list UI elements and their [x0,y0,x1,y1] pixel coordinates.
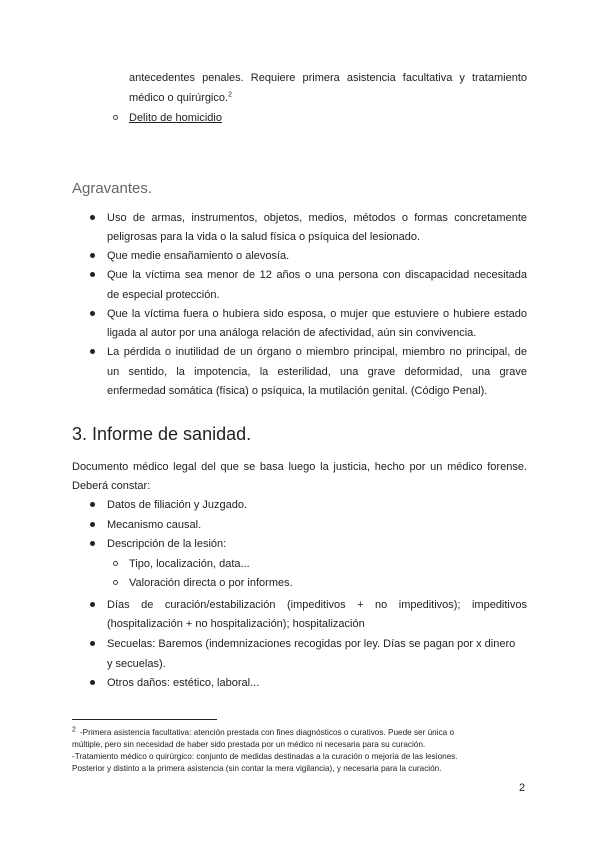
continuation-text: médico o quirúrgico. [129,92,229,104]
circle-bullet-icon [113,580,118,585]
informe-item-3: Descripción de la lesión: [107,538,227,550]
informe-item-1: Datos de filiación y Juzgado. [107,499,248,511]
footnote-line-3: -Tratamiento médico o quirúrgico: conjunto de medidas destinadas a la curación o mejoría de las lesiones. [72,752,458,761]
agravante-5-line-2: un sentido, la impotencia, la esterilidad, una grave deformidad, una grave [107,366,527,378]
bullet-dot-icon [90,541,95,546]
informe-subitem-1: Tipo, localización, data... [129,558,250,570]
continuation-line-2 [129,88,232,108]
bullet-dot-icon [90,215,95,220]
bullet-dot-icon [90,311,95,316]
agravante-5-line-1: La pérdida o inutilidad de un órgano o miembro principal, miembro no principal, de [107,346,527,358]
footnote-reference[interactable]: 2 [228,91,232,99]
footnote-line-2: múltiple, pero sin necesidad de haber sido prestada por un médico ni necesaria para su curación. [72,740,426,749]
circle-bullet-icon [113,561,118,566]
section-heading-agravantes: Agravantes. [72,180,153,197]
bullet-dot-icon [90,602,95,607]
informe-item-4-line-2: (hospitalización + no hospitalización); hospitalización [107,618,365,630]
footnote-text-1: -Primera asistencia facultativa: atención prestada con fines diagnósticos o curativos. Puede ser única o [79,728,455,737]
bullet-dot-icon [90,502,95,507]
page-number: 2 [519,782,526,794]
bullet-dot-icon [90,272,95,277]
agravante-1-line-1: Uso de armas, instrumentos, objetos, medios, métodos o formas concretamente [107,212,527,224]
informe-item-2: Mecanismo causal. [107,519,202,531]
agravante-3-line-1: Que la víctima sea menor de 12 años o una persona con discapacidad necesitada [107,269,527,281]
informe-subitem-2: Valoración directa o por informes. [129,577,293,589]
informe-item-6: Otros daños: estético, laboral... [107,677,260,689]
footnote-mark: 2 [72,726,76,734]
agravante-2-line-1: Que medie ensañamiento o alevosía. [107,250,290,262]
bullet-dot-icon [90,522,95,527]
continuation-line-1: antecedentes penales. Requiere primera asistencia facultativa y tratamiento [129,72,527,84]
agravante-4-line-2: ligada al autor por una análoga relación de afectividad, aún sin convivencia. [107,327,477,339]
informe-item-5-line-2: y secuelas). [107,658,166,670]
agravante-5-line-3: enfermedad somática (física) o psíquica, la mutilación genital. (Código Penal). [107,385,488,397]
agravante-1-line-2: peligrosas para la vida o la salud física o psíquica del lesionado. [107,231,421,243]
footnote-line-1 [72,727,532,739]
bullet-dot-icon [90,641,95,646]
section-heading-informe: 3. Informe de sanidad. [72,424,252,444]
bullet-dot-icon [90,253,95,258]
circle-bullet-icon [113,115,118,120]
informe-intro-line-2: Deberá constar: [72,480,151,492]
agravante-3-line-2: de especial protección. [107,289,220,301]
agravante-4-line-1: Que la víctima fuera o hubiera sido esposa, o mujer que estuviere o hubiere estado [107,308,527,320]
informe-intro-line-1: Documento médico legal del que se basa luego la justicia, hecho por un médico forense. [72,461,527,473]
informe-item-5-line-1: Secuelas: Baremos (indemnizaciones recogidas por ley. Días se pagan por x dinero [107,638,516,650]
bullet-dot-icon [90,349,95,354]
informe-item-4-line-1: Días de curación/estabilización (impeditivos + no impeditivos); impeditivos [107,599,527,611]
footnote-separator [72,719,217,720]
bullet-dot-icon [90,680,95,685]
footnote-line-4: Posterior y distinto a la primera asistencia (sin contar la mera vigilancia), y necesaria para la curación. [72,764,442,773]
link-delito-homicidio[interactable]: Delito de homicidio [129,112,222,124]
